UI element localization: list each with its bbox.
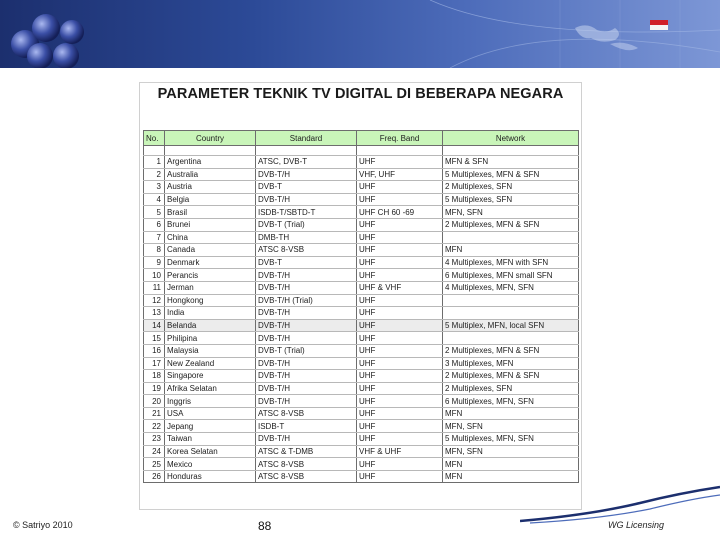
country-cell: Austria	[165, 181, 256, 194]
country-cell: Argentina	[165, 156, 256, 169]
table-row	[144, 218, 579, 231]
freq-band-cell: UHF	[357, 244, 443, 257]
freq-band-cell: UHF	[357, 319, 443, 332]
standard-cell: ATSC 8-VSB	[256, 470, 357, 483]
row-number: 9	[144, 256, 165, 269]
row-number: 14	[144, 319, 165, 332]
table-row	[144, 269, 579, 282]
parameter-table	[143, 130, 579, 483]
network-cell: 2 Multiplexes, MFN & SFN	[443, 370, 579, 383]
standard-cell: DVB-T/H	[256, 307, 357, 320]
row-number: 23	[144, 433, 165, 446]
freq-band-cell: UHF	[357, 357, 443, 370]
network-cell: 6 Multiplexes, MFN, SFN	[443, 395, 579, 408]
table-row	[144, 294, 579, 307]
standard-cell: DVB-T/H	[256, 168, 357, 181]
freq-band-cell: UHF	[357, 156, 443, 169]
sphere-icon	[60, 20, 84, 44]
country-cell: Jepang	[165, 420, 256, 433]
freq-band-cell: UHF	[357, 470, 443, 483]
table-row	[144, 332, 579, 345]
standard-cell: DVB-T/H	[256, 281, 357, 294]
network-cell: MFN, SFN	[443, 206, 579, 219]
row-number: 11	[144, 281, 165, 294]
table-row	[144, 319, 579, 332]
network-cell: MFN & SFN	[443, 156, 579, 169]
row-number: 20	[144, 395, 165, 408]
standard-cell: ATSC, DVB-T	[256, 156, 357, 169]
country-cell: Canada	[165, 244, 256, 257]
table-row	[144, 193, 579, 206]
table-row	[144, 382, 579, 395]
network-cell: 5 Multiplexes, MFN & SFN	[443, 168, 579, 181]
network-cell: 5 Multiplexes, MFN, SFN	[443, 433, 579, 446]
country-cell: Korea Selatan	[165, 445, 256, 458]
freq-band-cell: UHF	[357, 231, 443, 244]
network-cell: 4 Multiplexes, MFN with SFN	[443, 256, 579, 269]
page-number: 88	[258, 519, 272, 533]
network-cell: 4 Multiplexes, MFN, SFN	[443, 281, 579, 294]
standard-cell: DVB-T	[256, 181, 357, 194]
country-cell: India	[165, 307, 256, 320]
column-header-freq-band: Freq. Band	[357, 131, 443, 146]
country-cell: USA	[165, 407, 256, 420]
freq-band-cell: VHF, UHF	[357, 168, 443, 181]
country-cell: Belanda	[165, 319, 256, 332]
table-row	[144, 168, 579, 181]
standard-cell: DVB-T/H	[256, 357, 357, 370]
sphere-icon	[32, 14, 60, 42]
row-number: 24	[144, 445, 165, 458]
row-number: 12	[144, 294, 165, 307]
standard-cell: DVB-T/H	[256, 395, 357, 408]
country-cell: Mexico	[165, 458, 256, 471]
table-row	[144, 470, 579, 483]
country-cell: Denmark	[165, 256, 256, 269]
footer-swoosh	[520, 485, 720, 525]
network-cell: MFN	[443, 244, 579, 257]
country-cell: China	[165, 231, 256, 244]
country-cell: Honduras	[165, 470, 256, 483]
footer-wg-licensing: WG Licensing	[608, 520, 665, 530]
freq-band-cell: UHF	[357, 294, 443, 307]
freq-band-cell: UHF	[357, 181, 443, 194]
table-row	[144, 357, 579, 370]
standard-cell: DVB-T/H (Trial)	[256, 294, 357, 307]
standard-cell: DMB-TH	[256, 231, 357, 244]
standard-cell: DVB-T (Trial)	[256, 344, 357, 357]
freq-band-cell: UHF	[357, 407, 443, 420]
freq-band-cell: UHF	[357, 218, 443, 231]
row-number: 4	[144, 193, 165, 206]
standard-cell: DVB-T/H	[256, 433, 357, 446]
table-row	[144, 307, 579, 320]
country-cell: Singapore	[165, 370, 256, 383]
row-number: 22	[144, 420, 165, 433]
table-row	[144, 206, 579, 219]
standard-cell: ATSC 8-VSB	[256, 407, 357, 420]
standard-cell: DVB-T/H	[256, 370, 357, 383]
row-number: 17	[144, 357, 165, 370]
row-number: 18	[144, 370, 165, 383]
row-number: 1	[144, 156, 165, 169]
standard-cell: ATSC 8-VSB	[256, 458, 357, 471]
network-cell: 2 Multiplexes, MFN & SFN	[443, 218, 579, 231]
row-number: 3	[144, 181, 165, 194]
row-number: 15	[144, 332, 165, 345]
network-cell: 5 Multiplexes, SFN	[443, 193, 579, 206]
network-cell: MFN, SFN	[443, 445, 579, 458]
standard-cell: DVB-T/H	[256, 319, 357, 332]
table-header-row	[144, 131, 579, 146]
network-cell: 3 Multiplexes, MFN	[443, 357, 579, 370]
standard-cell: DVB-T/H	[256, 269, 357, 282]
standard-cell: DVB-T	[256, 256, 357, 269]
table-row	[144, 344, 579, 357]
indonesia-flag-icon	[650, 20, 668, 30]
freq-band-cell: UHF & VHF	[357, 281, 443, 294]
freq-band-cell: UHF	[357, 332, 443, 345]
row-number: 21	[144, 407, 165, 420]
header-banner	[0, 0, 720, 68]
table-row	[144, 256, 579, 269]
freq-band-cell: UHF	[357, 370, 443, 383]
row-number: 7	[144, 231, 165, 244]
row-number: 8	[144, 244, 165, 257]
country-cell: Afrika Selatan	[165, 382, 256, 395]
country-cell: Taiwan	[165, 433, 256, 446]
table-row	[144, 445, 579, 458]
sphere-icon	[53, 43, 79, 68]
table-row	[144, 420, 579, 433]
country-cell: Australia	[165, 168, 256, 181]
freq-band-cell: UHF	[357, 433, 443, 446]
standard-cell: ISDB-T	[256, 420, 357, 433]
network-cell: MFN	[443, 407, 579, 420]
row-number: 6	[144, 218, 165, 231]
country-cell: New Zealand	[165, 357, 256, 370]
standard-cell: DVB-T/H	[256, 193, 357, 206]
freq-band-cell: UHF CH 60 -69	[357, 206, 443, 219]
row-number: 19	[144, 382, 165, 395]
standard-cell: DVB-T/H	[256, 382, 357, 395]
column-header-network: Network	[443, 131, 579, 146]
country-cell: Hongkong	[165, 294, 256, 307]
table-row	[144, 407, 579, 420]
freq-band-cell: UHF	[357, 269, 443, 282]
standard-cell: DVB-T (Trial)	[256, 218, 357, 231]
freq-band-cell: VHF & UHF	[357, 445, 443, 458]
document-image	[139, 82, 582, 510]
table-row	[144, 395, 579, 408]
network-cell	[443, 332, 579, 345]
network-cell: MFN, SFN	[443, 420, 579, 433]
standard-cell: ATSC 8-VSB	[256, 244, 357, 257]
table-row	[144, 156, 579, 169]
country-cell: Malaysia	[165, 344, 256, 357]
table-row	[144, 370, 579, 383]
network-cell	[443, 307, 579, 320]
standard-cell: DVB-T/H	[256, 332, 357, 345]
country-cell: Inggris	[165, 395, 256, 408]
network-cell: 5 Multiplex, MFN, local SFN	[443, 319, 579, 332]
footer-copyright: © Satriyo 2010	[13, 520, 73, 530]
freq-band-cell: UHF	[357, 344, 443, 357]
row-number: 10	[144, 269, 165, 282]
country-cell: Philipina	[165, 332, 256, 345]
network-cell: 2 Multiplexes, SFN	[443, 181, 579, 194]
row-number: 16	[144, 344, 165, 357]
network-cell	[443, 294, 579, 307]
network-cell: MFN	[443, 458, 579, 471]
table-spacer-row	[144, 146, 579, 156]
standard-cell: ISDB-T/SBTD-T	[256, 206, 357, 219]
country-cell: Jerman	[165, 281, 256, 294]
freq-band-cell: UHF	[357, 307, 443, 320]
column-header-no: No.	[144, 131, 165, 146]
freq-band-cell: UHF	[357, 382, 443, 395]
sphere-icon	[27, 43, 53, 68]
network-cell: 2 Multiplexes, SFN	[443, 382, 579, 395]
network-cell: MFN	[443, 470, 579, 483]
country-cell: Brasil	[165, 206, 256, 219]
table-row	[144, 181, 579, 194]
freq-band-cell: UHF	[357, 193, 443, 206]
country-cell: Perancis	[165, 269, 256, 282]
table-row	[144, 433, 579, 446]
freq-band-cell: UHF	[357, 395, 443, 408]
row-number: 2	[144, 168, 165, 181]
row-number: 25	[144, 458, 165, 471]
column-header-country: Country	[165, 131, 256, 146]
table-row	[144, 458, 579, 471]
freq-band-cell: UHF	[357, 256, 443, 269]
country-cell: Belgia	[165, 193, 256, 206]
network-cell: 6 Multiplexes, MFN small SFN	[443, 269, 579, 282]
row-number: 13	[144, 307, 165, 320]
network-cell: 2 Multiplexes, MFN & SFN	[443, 344, 579, 357]
country-cell: Brunei	[165, 218, 256, 231]
banner-graphic	[0, 0, 720, 68]
table-row	[144, 231, 579, 244]
table-row	[144, 281, 579, 294]
column-header-standard: Standard	[256, 131, 357, 146]
table-row	[144, 244, 579, 257]
freq-band-cell: UHF	[357, 458, 443, 471]
row-number: 5	[144, 206, 165, 219]
standard-cell: ATSC & T-DMB	[256, 445, 357, 458]
freq-band-cell: UHF	[357, 420, 443, 433]
document-title: PARAMETER TEKNIK TV DIGITAL DI BEBERAPA NEGARA	[157, 86, 564, 102]
row-number: 26	[144, 470, 165, 483]
network-cell	[443, 231, 579, 244]
